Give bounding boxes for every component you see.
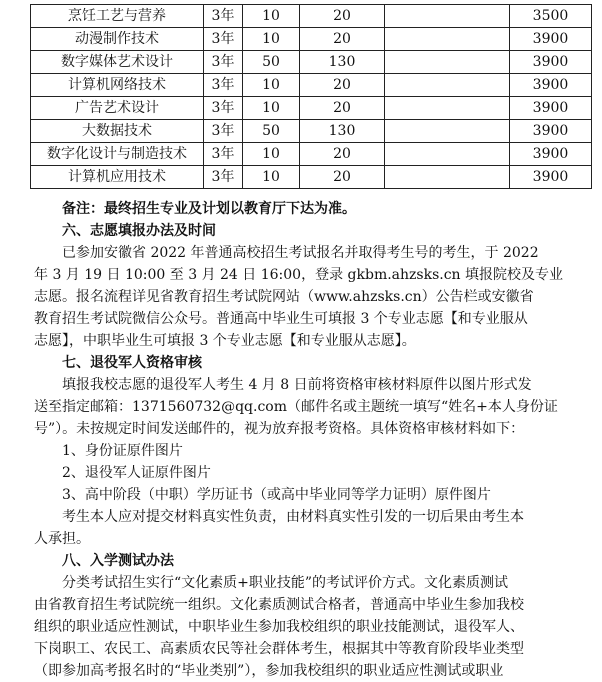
total-count-cell: 20	[300, 74, 385, 97]
tuition-cell: 3900	[510, 166, 592, 189]
major-name-cell: 烹饪工艺与营养	[31, 5, 204, 28]
table-row	[31, 28, 592, 51]
blank-cell	[385, 5, 510, 28]
blank-cell	[385, 120, 510, 143]
tuition-cell: 3900	[510, 120, 592, 143]
section7-list-item: 2、退役军人证原件图片	[62, 465, 211, 481]
section8-line: 组织的职业适应性测试，中职毕业生参加我校组织的职业技能测试，退役军人、	[34, 619, 524, 635]
plan-count-cell: 10	[243, 74, 300, 97]
years-cell: 3年	[204, 28, 243, 51]
section8-line: 下岗职工、农民工、高素质农民等社会群体考生，根据其中等教育阶段毕业类型	[34, 641, 524, 657]
total-count-cell: 130	[300, 120, 385, 143]
major-name-cell: 计算机应用技术	[31, 166, 204, 189]
years-cell: 3年	[204, 143, 243, 166]
total-count-cell: 20	[300, 28, 385, 51]
table-row	[31, 74, 592, 97]
plan-count-cell: 10	[243, 5, 300, 28]
plan-count-cell: 10	[243, 143, 300, 166]
section7-list-item: 1、身份证原件图片	[62, 443, 183, 459]
plan-count-cell: 10	[243, 166, 300, 189]
years-cell: 3年	[204, 120, 243, 143]
tuition-cell: 3900	[510, 143, 592, 166]
blank-cell	[385, 28, 510, 51]
table-row	[31, 166, 592, 189]
tuition-cell: 3900	[510, 74, 592, 97]
enrollment-plan-table	[30, 4, 592, 189]
section7-line: 人承担。	[34, 531, 90, 547]
table-row	[31, 5, 592, 28]
section8-line: 由省教育招生考试院统一组织。文化素质测试合格者，普通高中毕业生参加我校	[34, 597, 524, 613]
plan-count-cell: 50	[243, 51, 300, 74]
section6-heading: 六、志愿填报办法及时间	[62, 223, 216, 239]
plan-count-cell: 10	[243, 97, 300, 120]
section7-line: 填报我校志愿的退役军人考生 4 月 8 日前将资格审核材料原件以图片形式发	[62, 377, 532, 393]
table-row	[31, 120, 592, 143]
section6-line: 志愿】，中职毕业生可填报 3 个专业志愿【和专业服从志愿】。	[34, 333, 416, 349]
years-cell: 3年	[204, 74, 243, 97]
major-name-cell: 大数据技术	[31, 120, 204, 143]
years-cell: 3年	[204, 5, 243, 28]
blank-cell	[385, 97, 510, 120]
table-row	[31, 51, 592, 74]
total-count-cell: 20	[300, 97, 385, 120]
section6-line: 志愿。报名流程详见省教育招生考试院网站（www.ahzsks.cn）公告栏或安徽省	[34, 289, 534, 305]
section6-line: 教育招生考试院微信公众号。普通高中毕业生可填报 3 个专业志愿【和专业服从	[34, 311, 528, 327]
major-name-cell: 动漫制作技术	[31, 28, 204, 51]
plan-count-cell: 50	[243, 120, 300, 143]
tuition-cell: 3900	[510, 51, 592, 74]
table-row	[31, 97, 592, 120]
years-cell: 3年	[204, 166, 243, 189]
section7-list-item: 3、高中阶段（中职）学历证书（或高中毕业同等学力证明）原件图片	[62, 487, 491, 503]
table-row	[31, 143, 592, 166]
section8-heading: 八、入学测试办法	[62, 553, 174, 569]
table-note: 备注：最终招生专业及计划以教育厅下达为准。	[62, 201, 356, 217]
blank-cell	[385, 166, 510, 189]
major-name-cell: 广告艺术设计	[31, 97, 204, 120]
tuition-cell: 3900	[510, 28, 592, 51]
tuition-cell: 3900	[510, 97, 592, 120]
blank-cell	[385, 143, 510, 166]
plan-count-cell: 10	[243, 28, 300, 51]
section7-line: 送至指定邮箱：1371560732@qq.com（邮件名或主题统一填写“姓名+本人身份证	[34, 399, 558, 415]
total-count-cell: 20	[300, 166, 385, 189]
years-cell: 3年	[204, 51, 243, 74]
section7-line: 考生本人应对提交材料真实性负责，由材料真实性引发的一切后果由考生本	[62, 509, 524, 525]
blank-cell	[385, 74, 510, 97]
section6-line: 已参加安徽省 2022 年普通高校招生考试报名并取得考生号的考生，于 2022	[62, 245, 539, 261]
section7-heading: 七、退役军人资格审核	[62, 355, 202, 371]
years-cell: 3年	[204, 97, 243, 120]
total-count-cell: 20	[300, 143, 385, 166]
blank-cell	[385, 51, 510, 74]
total-count-cell: 20	[300, 5, 385, 28]
major-name-cell: 计算机网络技术	[31, 74, 204, 97]
section8-line: （即参加高考报名时的“毕业类别”），参加我校组织的职业适应性测试或职业	[34, 663, 504, 679]
major-name-cell: 数字媒体艺术设计	[31, 51, 204, 74]
section6-line: 年 3 月 19 日 10:00 至 3 月 24 日 16:00，登录 gkbm.ahzsks.cn 填报院校及专业	[34, 267, 564, 283]
section7-line: 号”）。未按规定时间发送邮件的，视为放弃报考资格。具体资格审核材料如下：	[34, 421, 525, 437]
tuition-cell: 3500	[510, 5, 592, 28]
section8-line: 分类考试招生实行“文化素质+职业技能”的考试评价方式。文化素质测试	[62, 575, 509, 591]
major-name-cell: 数字化设计与制造技术	[31, 143, 204, 166]
total-count-cell: 130	[300, 51, 385, 74]
